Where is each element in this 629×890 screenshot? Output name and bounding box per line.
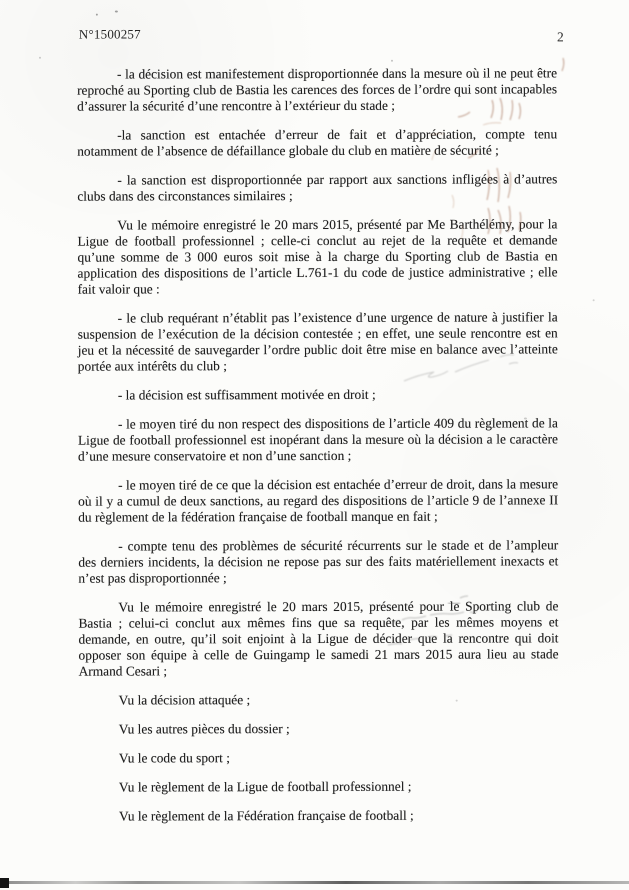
visa-line: Vu la décision attaquée ; (118, 692, 251, 708)
paragraph-argument: - le club requérant n’établit pas l’existence d’une urgence de nature à justifier la suspension de l’exécution de la décision contestée ; en effet, une seule rencontre est en jeu et la nécessité de sauvegarder l’ordre public doit être mise en balance avec l’atteinte portée aux intérêts du club ; (77, 309, 558, 374)
paragraph-argument: - la décision est manifestement disproportionnée dans la mesure où il ne peut être reproché au Sporting club de Bastia les carences des forces de l’ordre qui sont incapables d’assurer la sécurité d’une rencontre à l’extérieur du stade ; (77, 65, 558, 114)
paragraph-argument: - le moyen tiré du non respect des dispositions de l’article 409 du règlement de la Ligue de football professionnel est inopérant dans la mesure où la décision a le caractère d’une mesure conservatoire et non d’une sanction ; (77, 415, 559, 464)
paragraph-argument: - la sanction est disproportionnée par rapport aux sanctions infligées à d’autres clubs dans des circonstances similaires ; (77, 171, 558, 204)
scan-speck (39, 57, 41, 59)
scan-speck (115, 11, 118, 13)
scan-speck (96, 14, 98, 16)
paragraph-argument: - la décision est suffisamment motivée en droit ; (117, 386, 376, 403)
paragraph-argument: -la sanction est entachée d’erreur de fait et d’appréciation, compte tenu notamment de l’absence de défaillance globale du club en matière de sécurité ; (77, 126, 558, 159)
page-number: 2 (556, 29, 564, 45)
visa-line: Vu le règlement de la Fédération française de football ; (118, 807, 414, 824)
scan-speck (593, 299, 595, 301)
scan-speck (456, 700, 458, 702)
visa-line: Vu le règlement de la Ligue de football professionnel ; (118, 778, 412, 795)
scan-speck (211, 755, 213, 757)
paragraph-memoire: Vu le mémoire enregistré le 20 mars 2015, présenté par Me Barthélémy, pour la Ligue de football professionnel ; celle-ci conclut au rejet de la requête et demande qu’une somme de 3 000 euros soit mise à la charge du Sporting club de Bastia en application des dispositions de l’article L.761-1 du code de justice administrative ; elle fait valoir que : (77, 216, 558, 297)
visa-line: Vu les autres pièces du dossier ; (118, 721, 290, 737)
document-body (77, 65, 559, 837)
paragraph-argument: - le moyen tiré de ce que la décision est entachée d’erreur de droit, dans la mesure où il y a cumul de deux sanctions, au regard des dispositions de l’article 9 de l’annexe II du règlement de la fédération française de football manque en fait ; (78, 476, 559, 525)
paragraph-argument: - compte tenu des problèmes de sécurité récurrents sur le stade et de l’ampleur des derniers incidents, la décision ne repose pas sur des faits matériellement inexacts et n’est pas disproportionnée ; (78, 537, 559, 586)
scan-speck (524, 417, 527, 419)
case-number: N°1500257 (78, 26, 141, 42)
scan-speck (391, 60, 393, 62)
paragraph-memoire: Vu le mémoire enregistré le 20 mars 2015, présenté pour le Sporting club de Bastia ; celui-ci conclut aux mêmes fins que sa requête, par les mêmes moyens et demande, en outre, qu’il soit enjoint à la Ligue de décider que la rencontre qui doit opposer son équipe à celle de Guingamp le samedi 21 mars 2015 aura lieu au stade Armand Cesari ; (78, 598, 559, 679)
visa-line: Vu le code du sport ; (118, 750, 230, 766)
